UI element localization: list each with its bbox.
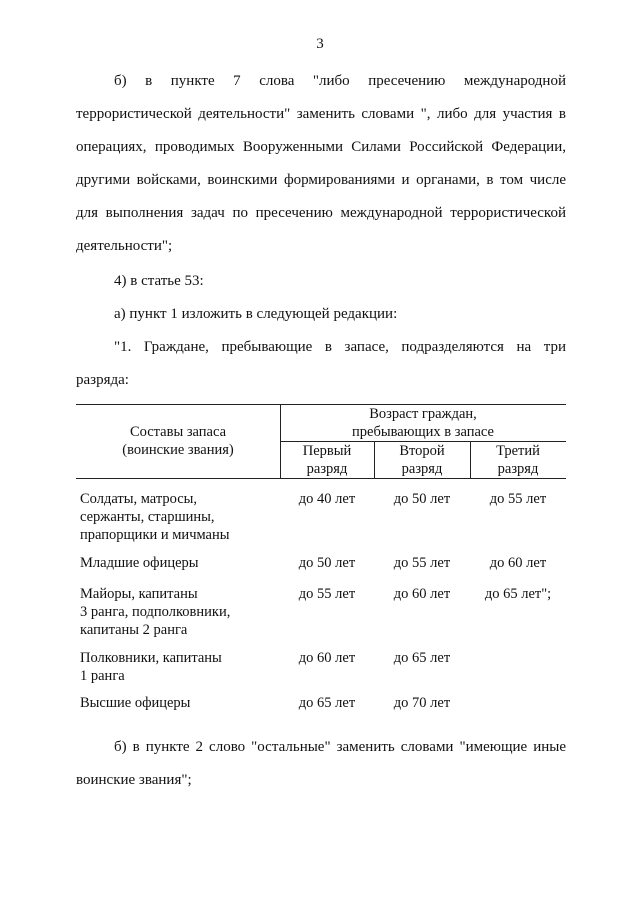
table-cell: до 55 лет	[489, 491, 547, 507]
page-number: 3	[316, 36, 324, 52]
header-line: Первый	[302, 443, 352, 459]
header-bottom-rule	[76, 478, 566, 479]
text-line: б) в пункте 7 слова "либо пресечению международной	[114, 73, 566, 89]
table-cell: до 60 лет	[393, 586, 451, 602]
header-line: Возраст граждан,	[369, 406, 477, 422]
header-line: разряд	[401, 461, 443, 477]
label-line: 3 ранга, подполковники,	[80, 604, 231, 620]
text-line: 4) в статье 53:	[114, 273, 204, 289]
label-line: 1 ранга	[80, 668, 125, 684]
label-line: прапорщики и мичманы	[80, 527, 230, 543]
table-cell: до 60 лет	[298, 650, 356, 666]
paragraph-b-item-2	[76, 731, 566, 797]
label-line: Майоры, капитаны	[80, 586, 198, 602]
table-row-label	[80, 694, 190, 712]
text-line: б) в пункте 2 слово "остальные" заменить словами "имеющие иные	[114, 739, 566, 755]
table-cell: до 40 лет	[298, 491, 356, 507]
label-line: Солдаты, матросы,	[80, 491, 198, 507]
column-group-header-age	[280, 405, 566, 441]
paragraph-4-article-53	[76, 265, 566, 298]
text-line: операциях, проводимых Вооруженными Силами Российской Федерации,	[76, 139, 566, 155]
header-line: Второй	[399, 443, 445, 459]
table-cell: до 70 лет	[393, 695, 451, 711]
column-header-first-category	[280, 442, 374, 478]
column-header-composition	[76, 423, 280, 459]
paragraph-b-item-7	[76, 65, 566, 263]
text-line: воинские звания";	[76, 772, 192, 788]
label-line: сержанты, старшины,	[80, 509, 215, 525]
text-line: террористической деятельности" заменить словами ", либо для участия в	[76, 106, 566, 122]
text-line: для выполнения задач по пресечению международной террористической	[76, 205, 566, 221]
column-header-second-category	[374, 442, 470, 478]
paragraph-a-item-1	[76, 298, 566, 331]
text-line: разряда:	[76, 372, 129, 388]
text-line: деятельности";	[76, 238, 173, 254]
table-cell: до 65 лет	[393, 650, 451, 666]
label-line: Младшие офицеры	[80, 555, 199, 571]
table-cell: до 55 лет	[393, 555, 451, 571]
text-line: "1. Граждане, пребывающие в запасе, подразделяются на три	[114, 339, 566, 355]
text-line: другими войсками, воинскими формированиями и органами, в том числе	[76, 172, 566, 188]
header-line: (воинские звания)	[122, 442, 234, 458]
header-line: Третий	[496, 443, 540, 459]
table-cell: до 65 лет	[298, 695, 356, 711]
table-cell: до 65 лет";	[484, 586, 552, 602]
table-cell: до 50 лет	[298, 555, 356, 571]
header-line: разряд	[497, 461, 539, 477]
label-line: капитаны 2 ранга	[80, 622, 188, 638]
label-line: Полковники, капитаны	[80, 650, 222, 666]
table-cell: до 50 лет	[393, 491, 451, 507]
table-cell: до 60 лет	[489, 555, 547, 571]
table-row-label	[80, 490, 230, 544]
table-row-label	[80, 554, 199, 572]
column-header-third-category	[470, 442, 566, 478]
table-cell: до 55 лет	[298, 586, 356, 602]
header-line: пребывающих в запасе	[352, 424, 494, 440]
paragraph-1-citizens	[76, 331, 566, 397]
header-line: разряд	[306, 461, 348, 477]
text-line: а) пункт 1 изложить в следующей редакции:	[114, 306, 398, 322]
table-row-label	[80, 649, 222, 685]
table-row-label	[80, 585, 230, 639]
header-line: Составы запаса	[129, 424, 227, 440]
label-line: Высшие офицеры	[80, 695, 191, 711]
